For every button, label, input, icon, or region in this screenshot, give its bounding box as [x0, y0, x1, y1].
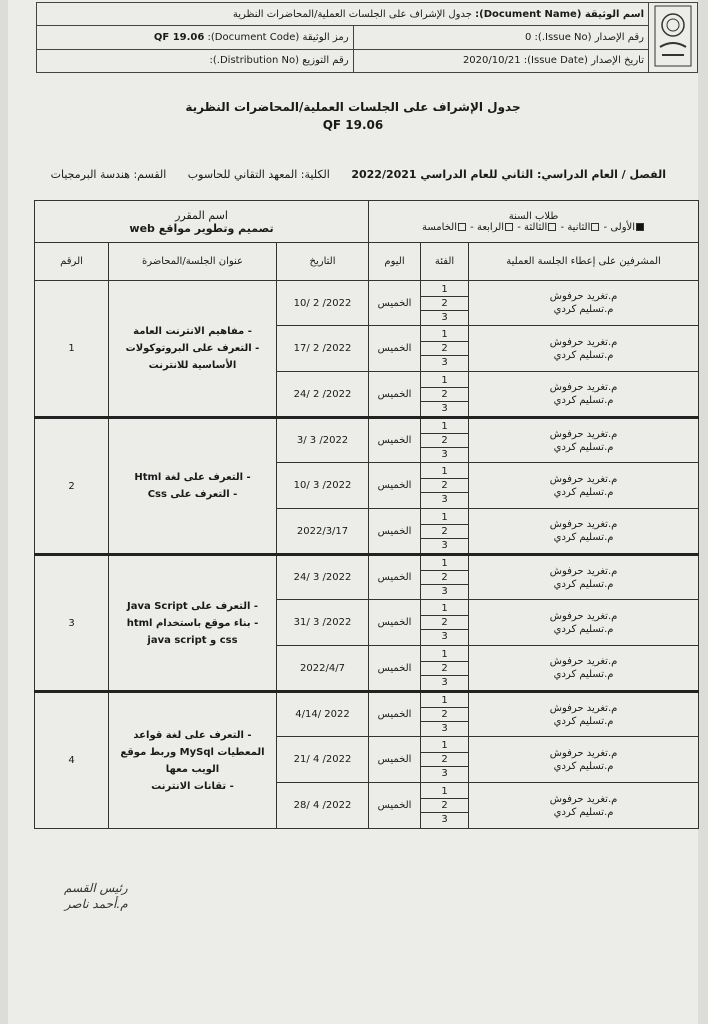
supervisors-cell — [469, 600, 699, 646]
signature: رئيس القسم م.أحمد ناصر — [64, 881, 128, 911]
supervisor-name: م.تسليم كردي — [553, 441, 614, 453]
document-name-cell: اسم الوثيقة (Document Name): جدول الإشراف على الجلسات العملية/المحاضرات النظرية — [37, 3, 649, 26]
supervisor-name: م.تسليم كردي — [553, 669, 614, 680]
session-date: 2022/ 3 /10 — [277, 463, 369, 509]
session-date: 2022/ 4 /28 — [277, 783, 369, 829]
supervisor-name: م.تغريد حرفوش — [549, 565, 618, 577]
supervisor-name: م.تغريد حرفوش — [549, 702, 618, 714]
supervisor-name: م.تغريد حرفوش — [549, 793, 618, 805]
class-number: 3 — [441, 676, 448, 688]
session-title: - التعرف على لغة قواعد المعطيات MySql وربط موقع الويب معها - تقانات الانترنت — [109, 692, 277, 829]
supervisor-name: م.تسليم كردي — [553, 578, 614, 590]
session-title: - التعرف على Java Script - بناء موقع باستخدام html css و java script — [109, 555, 277, 692]
supervisors-cell — [469, 737, 699, 783]
supervisors-cell — [469, 326, 699, 372]
checkbox-icon — [458, 223, 466, 231]
class-number: 3 — [441, 402, 448, 414]
supervisor-name: م.تسليم كردي — [553, 806, 614, 818]
class-number: 1 — [421, 328, 468, 342]
checkbox-icon — [548, 223, 556, 231]
class-number: 3 — [441, 449, 448, 460]
group-number: 1 — [35, 281, 109, 418]
session-day: الخميس — [369, 555, 421, 600]
issue-date-cell: تاريخ الإصدار (Issue Date): 2020/10/21 — [353, 49, 648, 72]
class-number: 3 — [441, 723, 448, 734]
session-title: - مفاهيم الانترنت العامة - التعرف على البروتوكولات الأساسية للانترنت — [109, 281, 277, 418]
class-number: 3 — [441, 814, 448, 825]
supervisors-cell — [469, 418, 699, 463]
class-cell — [421, 737, 469, 783]
session-day: الخميس — [369, 783, 421, 829]
year-checkboxes: الأولى - الثانية - الثالثة - الرابعة - الخامسة — [369, 222, 698, 233]
session-date: 2022 /4/14 — [277, 692, 369, 737]
table-row — [35, 418, 699, 463]
col-supervisors: المشرفين على إعطاء الجلسة العملية — [469, 243, 699, 281]
supervisors-cell — [469, 783, 699, 829]
table-row — [35, 692, 699, 737]
class-number: 3 — [441, 311, 448, 323]
table-row — [35, 555, 699, 600]
session-day: الخميس — [369, 326, 421, 372]
supervisor-name: م.تسليم كردي — [553, 532, 614, 543]
supervisors-cell — [469, 646, 699, 692]
course-name-cell: اسم المقرر تصميم وتطوير مواقع web — [35, 201, 369, 243]
class-number: 1 — [421, 785, 468, 799]
session-date: 2022/4/7 — [277, 646, 369, 692]
supervisor-name: م.تسليم كردي — [553, 349, 614, 361]
session-date: 2022/ 3 /31 — [277, 600, 369, 646]
class-cell — [421, 692, 469, 737]
supervisors-cell — [469, 281, 699, 326]
college-info: الكلية: المعهد التقاني للحاسوب — [187, 168, 330, 181]
supervisor-name: م.تغريد حرفوش — [549, 291, 618, 302]
checkbox-icon — [636, 223, 644, 231]
class-number: 2 — [421, 708, 468, 722]
session-day: الخميس — [369, 509, 421, 555]
supervisor-name: م.تغريد حرفوش — [549, 747, 618, 759]
class-number: 1 — [421, 648, 468, 662]
supervisor-name: م.تغريد حرفوش — [549, 428, 618, 440]
class-cell — [421, 555, 469, 600]
session-day: الخميس — [369, 372, 421, 418]
supervisor-name: م.تغريد حرفوش — [549, 382, 618, 393]
class-number: 2 — [421, 661, 468, 675]
class-number: 1 — [421, 739, 468, 753]
supervisor-name: م.تغريد حرفوش — [549, 473, 618, 485]
table-row — [35, 281, 699, 326]
col-number: الرقم — [35, 243, 109, 281]
class-number: 2 — [421, 524, 468, 538]
class-cell — [421, 646, 469, 692]
class-number: 1 — [421, 465, 468, 479]
supervisor-name: م.تسليم كردي — [553, 623, 614, 635]
class-number: 3 — [441, 631, 448, 642]
class-cell — [421, 783, 469, 829]
class-number: 3 — [441, 586, 448, 597]
semester-info: الفصل / العام الدراسي: الثاني للعام الدراسي 2022/2021 — [351, 168, 666, 181]
group-number: 2 — [35, 418, 109, 555]
supervisor-name: م.تسليم كردي — [553, 760, 614, 772]
class-number: 3 — [441, 494, 448, 505]
class-number: 1 — [421, 511, 468, 525]
supervisor-name: م.تسليم كردي — [553, 304, 614, 315]
col-date: التاريخ — [277, 243, 369, 281]
class-number: 1 — [421, 283, 468, 297]
class-cell — [421, 509, 469, 555]
class-number: 1 — [421, 420, 468, 434]
class-number: 2 — [421, 571, 468, 585]
col-day: اليوم — [369, 243, 421, 281]
class-number: 2 — [421, 342, 468, 356]
schedule-table — [34, 200, 699, 829]
class-number: 1 — [421, 374, 468, 388]
session-date: 2022/ 3 /24 — [277, 555, 369, 600]
session-day: الخميس — [369, 600, 421, 646]
class-cell — [421, 463, 469, 509]
supervisors-cell — [469, 463, 699, 509]
class-number: 3 — [441, 539, 448, 551]
class-number: 2 — [421, 296, 468, 310]
class-number: 2 — [421, 387, 468, 401]
session-date: 2022/ 2 /24 — [277, 372, 369, 418]
supervisors-cell — [469, 692, 699, 737]
class-cell — [421, 600, 469, 646]
document-header — [36, 2, 698, 73]
class-number: 2 — [421, 434, 468, 448]
class-cell — [421, 418, 469, 463]
distribution-no-cell: رقم التوزيع (Distribution No.): — [37, 49, 354, 72]
supervisor-name: م.تغريد حرفوش — [549, 656, 618, 667]
supervisor-name: م.تسليم كردي — [553, 486, 614, 498]
session-day: الخميس — [369, 737, 421, 783]
session-date: 2022/ 2 /17 — [277, 326, 369, 372]
class-cell — [421, 326, 469, 372]
supervisor-name: م.تغريد حرفوش — [549, 519, 618, 530]
supervisors-cell — [469, 509, 699, 555]
class-cell — [421, 372, 469, 418]
col-title: عنوان الجلسة/المحاضرة — [109, 243, 277, 281]
class-number: 2 — [421, 799, 468, 813]
session-day: الخميس — [369, 463, 421, 509]
session-day: الخميس — [369, 646, 421, 692]
course-info-line — [33, 168, 666, 181]
student-year-cell: طلاب السنة الأولى - الثانية - الثالثة - الرابعة - الخامسة — [369, 201, 699, 243]
class-number: 3 — [441, 357, 448, 368]
document-page — [8, 0, 698, 1024]
class-number: 3 — [441, 768, 448, 779]
class-number: 1 — [421, 602, 468, 616]
col-class: الفئة — [421, 243, 469, 281]
column-headers — [35, 243, 699, 281]
session-day: الخميس — [369, 692, 421, 737]
institute-logo-icon — [654, 5, 692, 67]
supervisor-name: م.تغريد حرفوش — [549, 610, 618, 622]
session-day: الخميس — [369, 418, 421, 463]
checkbox-icon — [505, 223, 513, 231]
session-date: 2022/3/17 — [277, 509, 369, 555]
session-day: الخميس — [369, 281, 421, 326]
class-number: 2 — [421, 753, 468, 767]
institute-logo — [649, 3, 698, 73]
department-info: القسم: هندسة البرمجيات — [50, 168, 167, 181]
class-number: 1 — [421, 694, 468, 708]
issue-no-cell: رقم الإصدار (Issue No.): 0 — [353, 26, 648, 49]
session-date: 2022/ 3 /3 — [277, 418, 369, 463]
supervisor-name: م.تسليم كردي — [553, 395, 614, 406]
class-number: 2 — [421, 616, 468, 630]
class-number: 2 — [421, 479, 468, 493]
supervisors-cell — [469, 555, 699, 600]
session-title: - التعرف على لغة Html - التعرف على Css — [109, 418, 277, 555]
class-cell — [421, 281, 469, 326]
group-number: 3 — [35, 555, 109, 692]
group-number: 4 — [35, 692, 109, 829]
supervisor-name: م.تسليم كردي — [553, 715, 614, 727]
document-code-cell: رمز الوثيقة (Document Code): QF 19.06 — [37, 26, 354, 49]
supervisors-cell — [469, 372, 699, 418]
checkbox-icon — [591, 223, 599, 231]
session-date: 2022/ 4 /21 — [277, 737, 369, 783]
document-title: جدول الإشراف على الجلسات العملية/المحاضرات النظرية — [185, 100, 521, 114]
document-code-title: QF 19.06 — [322, 118, 384, 132]
class-number: 1 — [421, 557, 468, 571]
session-date: 2022/ 2 /10 — [277, 281, 369, 326]
supervisor-name: م.تغريد حرفوش — [549, 336, 618, 348]
